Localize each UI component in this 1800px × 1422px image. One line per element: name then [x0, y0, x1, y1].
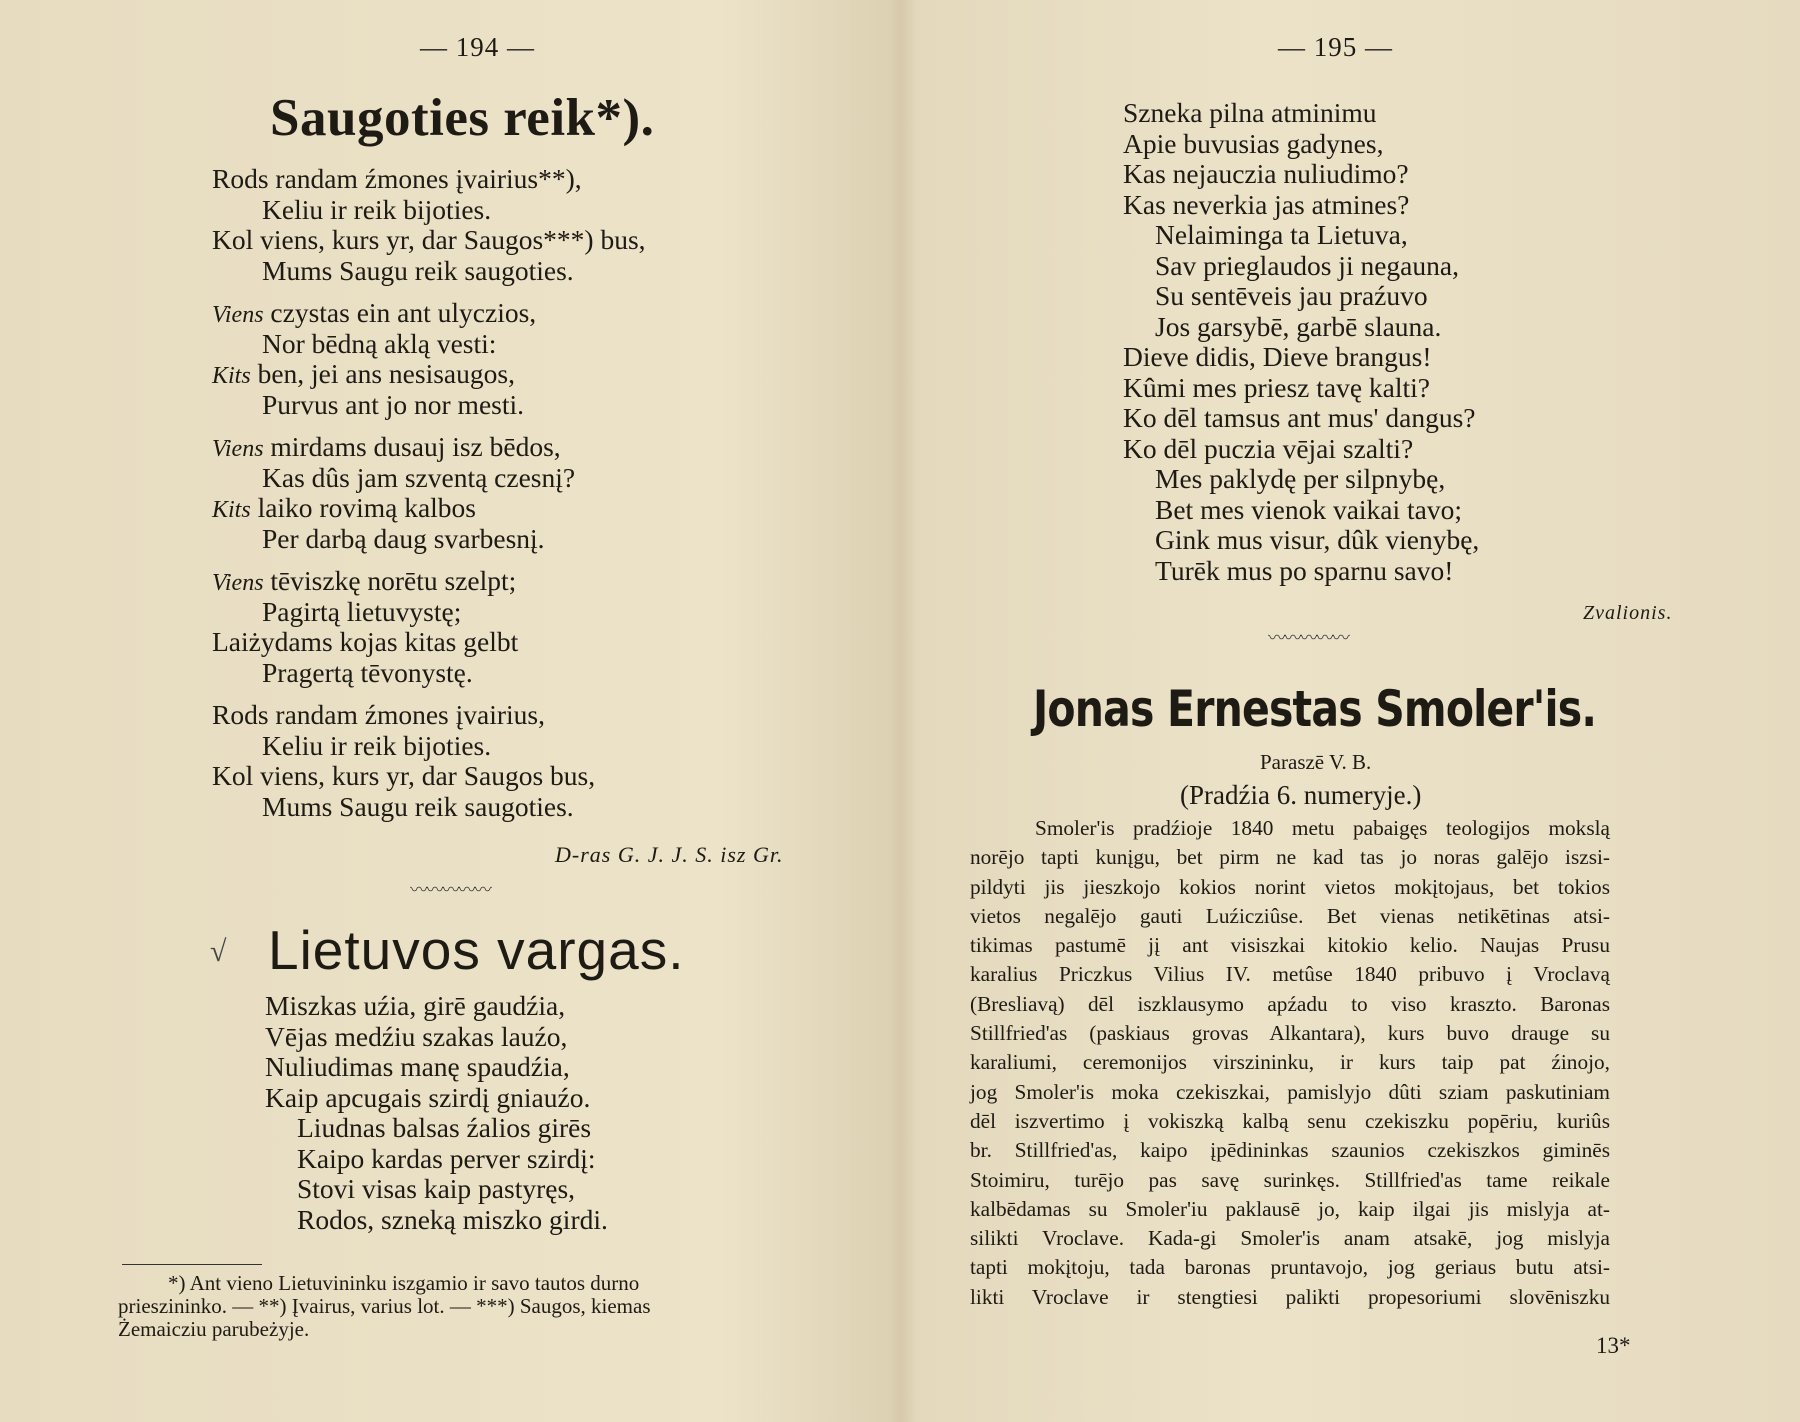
article-line: vietos negalējo gauti Luźicziûse. Bet vienas netikētinas atsi-	[970, 903, 1610, 928]
article-line: likti Vroclave ir stengtiesi palikti propesoriumi slovēniszku	[970, 1284, 1610, 1309]
poem-line: Bet mes vienok vaikai tavo;	[1155, 493, 1463, 525]
poem-line: Kas nejauczia nuliudimo?	[1123, 158, 1409, 189]
poem-line: Gink mus visur, dûk vienybę,	[1155, 524, 1480, 555]
article-line: jog Smoler'is moka czekiszkai, pamislyjo dûti sziam paskutiniam	[970, 1079, 1610, 1104]
article-line: Stillfried'as (paskiaus grovas Alkantara), kurs buvo drauge su	[970, 1021, 1610, 1046]
poem-line: Su sentēveis jau praźuvo	[1155, 280, 1428, 311]
poem-line: Nelaiminga ta Lietuva,	[1155, 219, 1408, 250]
poem-line: Stovi visas kaip pastyręs,	[297, 1173, 576, 1204]
poem-line: Sav prieglaudos ji negauna,	[1155, 249, 1459, 281]
article-line: norējo tapti kunįgu, bet pirm ne kad tas jo noras galējo iszsi-	[970, 845, 1610, 870]
poem-line: Kits laiko rovimą kalbos	[212, 492, 476, 523]
signature-mark: 13*	[1596, 1333, 1631, 1358]
article-line: tikimas pastumē jį ant visiszkai kitokio kelio. Naujas Prusu	[970, 933, 1610, 958]
poem-line: Rods randam źmones įvairius,	[212, 699, 545, 730]
poem-title: Saugoties reik*).	[270, 89, 655, 147]
article-line: karaliumi, ceremonijos virszininku, ir kurs taip pat źinojo,	[970, 1050, 1610, 1075]
article-line: pildyti jis jieszkojo kokios norint vietos mokįtojaus, bet tokios	[970, 874, 1610, 899]
poem-line: Kas neverkia jas atmines?	[1123, 188, 1410, 220]
checkmark-icon: √	[210, 935, 227, 968]
poem-line: Kol viens, kurs yr, dar Saugos bus,	[212, 760, 596, 791]
poem-line: Viens tēviszkę norētu szelpt;	[212, 565, 517, 596]
article-byline: Paraszē V. B.	[1260, 750, 1372, 774]
footnote-line: Żemaicziu parubeżyje.	[118, 1317, 310, 1341]
poem-line: Per darbą daug svarbesnį.	[262, 522, 545, 554]
poem-line: Viens czystas ein ant ulyczios,	[212, 297, 537, 328]
poem-line: Miszkas uźia, girē gaudźia,	[265, 990, 566, 1021]
poem-line: Pagirtą lietuvystę;	[262, 595, 462, 627]
article-line: (Bresliavą) dēl iszklausymo apźadu to viso kraszto. Baronas	[970, 991, 1610, 1016]
poem-line: Kas dûs jam szventą czesnį?	[262, 461, 576, 493]
poem-line: Nuliudimas manę spaudźia,	[265, 1051, 570, 1082]
poem-line: Kûmi mes priesz tavę kalti?	[1123, 371, 1430, 403]
poem-line: Purvus ant jo nor mesti.	[262, 388, 525, 420]
poem-line: Vējas medźiu szakas lauźo,	[265, 1020, 568, 1052]
article-line: silikti Vroclave. Kada-gi Smoler'is anam atsakē, jog mislyja	[970, 1226, 1610, 1251]
divider-ornament: 〰〰〰〰〰	[1268, 628, 1348, 648]
article-line: karalius Priczkus Vilius IV. metûse 1840 pribuvo į Vroclavą	[970, 962, 1610, 987]
poem-body	[265, 991, 608, 1235]
poem-line: Rods randam źmones įvairius**),	[212, 163, 582, 194]
footnote-line: *) Ant vieno Lietuvininku iszgamio ir savo tautos durno	[168, 1271, 640, 1295]
poem-author: Zvalionis.	[1583, 602, 1673, 624]
poem-line: Viens mirdams dusauj isz bēdos,	[212, 431, 561, 462]
article-line: dēl iszvertimo į vokiszką kalbą senu czekiszku popēriu, kuriûs	[970, 1108, 1610, 1133]
poem-line: Szneka pilna atminimu	[1123, 97, 1377, 128]
article-line: kalbēdamas su Smoler'iu paklausē jo, kaip ilgai jis mislyja at-	[970, 1196, 1610, 1221]
poem-line: Apie buvusias gadynes,	[1123, 127, 1384, 159]
poem-line: Pragertą tēvonystę.	[262, 656, 473, 688]
footnote-line: prieszininko. — **) Įvairus, varius lot. — ***) Saugos, kiemas	[118, 1294, 651, 1318]
poem-line: Turēk mus po sparnu savo!	[1155, 554, 1454, 586]
page-number: — 194 —	[420, 32, 535, 62]
poem-line: Kaip apcugais szirdį gniauźo.	[265, 1081, 591, 1113]
poem-line: Nor bēdną aklą vesti:	[262, 327, 497, 359]
poem-line: Ko dēl tamsus ant mus' dangus?	[1123, 402, 1476, 433]
poem-line: Mes paklydę per silpnybę,	[1155, 463, 1446, 494]
poem-line: Kaipo kardas perver szirdį:	[297, 1142, 596, 1174]
poem-line: Rodos, szneką miszko girdi.	[297, 1203, 608, 1235]
poem-line: Ko dēl puczia vējai szalti?	[1123, 432, 1414, 464]
poem-line: Laiżydams kojas kitas gelbt	[212, 626, 519, 657]
article-line: tapti mokįtoju, tada baronas pruntavojo, jog geriaus butu atsi-	[970, 1255, 1610, 1280]
page-number: — 195 —	[1278, 32, 1393, 62]
poem-line: Keliu ir reik bijoties.	[262, 729, 492, 761]
poem-line: Dieve didis, Dieve brangus!	[1123, 341, 1432, 372]
right-page	[900, 0, 1800, 1422]
poem-line: Kol viens, kurs yr, dar Saugos***) bus,	[212, 224, 646, 255]
article-title: Jonas Ernestas Smoler'is.	[1033, 680, 1597, 738]
poem-line: Kits ben, jei ans nesisaugos,	[212, 358, 515, 389]
poem-line: Mums Saugu reik saugoties.	[262, 790, 574, 822]
poem-line: Liudnas balsas źalios girēs	[297, 1112, 592, 1143]
footnote-rule	[122, 1264, 262, 1265]
footnote	[118, 1272, 858, 1341]
poem-body	[1123, 98, 1479, 586]
poem-title: Lietuvos vargas.	[268, 919, 685, 981]
article-body	[970, 814, 1610, 1312]
poem-line: Mums Saugu reik saugoties.	[262, 254, 574, 286]
poem-body	[212, 164, 646, 822]
article-line: Stoimiru, turējo pas savę surinkęs. Stillfried'as tame reikale	[970, 1167, 1610, 1192]
article-line: Smoler'is pradźioje 1840 metu pabaigęs teologijos mokslą	[1035, 816, 1610, 840]
poem-author: D-ras G. J. J. S. isz Gr.	[555, 842, 784, 867]
poem-line: Keliu ir reik bijoties.	[262, 193, 492, 225]
poem-line: Jos garsybē, garbē slauna.	[1155, 310, 1442, 342]
article-continuation: (Pradźia 6. numeryje.)	[1180, 780, 1422, 810]
divider-ornament: 〰〰〰〰〰	[410, 880, 490, 900]
article-line: br. Stillfried'as, kaipo įpēdininkas szaunios czekiszkos giminēs	[970, 1138, 1610, 1163]
